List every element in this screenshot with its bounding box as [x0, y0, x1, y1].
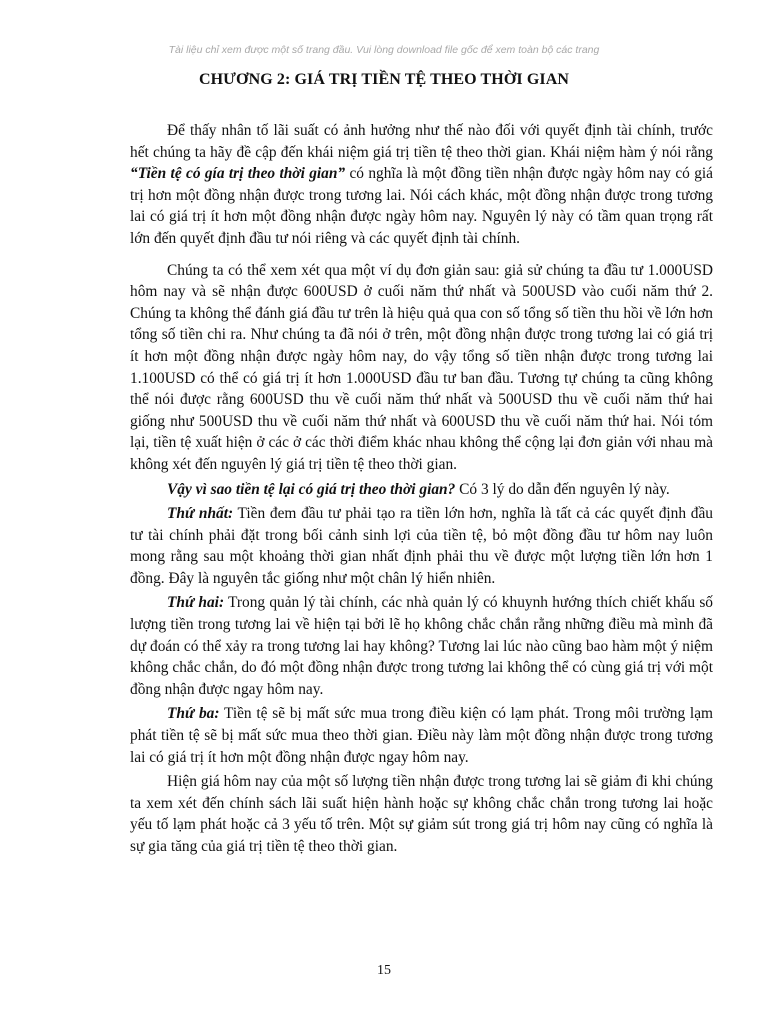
reason-third-lead: Thứ ba: [167, 705, 220, 723]
chapter-title: CHƯƠNG 2: GIÁ TRỊ TIỀN TỆ THEO THỜI GIAN [198, 71, 569, 88]
reason-third-text: Tiền tệ sẽ bị mất sức mua trong điều kiện có lạm phát. Trong môi trường lạm phát tiền tệ sẽ bị mất sức mua theo thời gian. Điều này làm một đồng nhận được trong tương lai có giá trị ít hơn một đồng nhận được ngay hôm nay. [130, 705, 714, 766]
paragraph-intro-text-a: Để thấy nhân tố lãi suất có ảnh hưởng như thế nào đối với quyết định tài chính, trước hết chúng ta hãy đề cập đến khái niệm giá trị tiền tệ theo thời gian. Khái niệm hàm ý nói rằng [130, 122, 713, 161]
paragraph-intro-text-b: có nghĩa là một đồng tiền nhận được ngày hôm nay có giá trị hơn một đồng nhận được trong tương lai. Nói cách khác, một đồng nhận được trong tương lai có giá trị ít hơn một đồng nhận được ngày hôm nay. Nguyên lý này có tầm quan trọng rất lớn đến quyết định đầu tư nói riêng và các quyết định tài chính. [130, 165, 714, 247]
emphasized-concept: “Tiền tệ có gía trị theo thời gian” [130, 165, 346, 183]
paragraph-reason-second [130, 592, 713, 700]
reason-second-lead: Thứ hai: [167, 594, 225, 612]
reason-first-text: Tiền đem đầu tư phải tạo ra tiền lớn hơn, nghĩa là tất cả các quyết định đầu tư tài chính phải đặt trong bối cảnh sinh lợi của tiền tệ, bỏ một đồng đầu tư hôm nay luôn mong rằng sau một khoảng thời gian nhất định phải thu về được một lượng tiền lớn hơn 1 đồng. Đây là nguyên tắc giống như một chân lý hiển nhiên. [130, 505, 713, 587]
reason-second-text: Trong quản lý tài chính, các nhà quản lý có khuynh hướng thích chiết khấu số lượng tiền trong tương lai về hiện tại bởi lẽ họ không chắc chắn rằng những điều mà mình đã dự đoán có thể xảy ra trong tương lai hay không? Tương lai lúc nào cũng bao hàm một ý niệm không chắc chắn, do đó một đồng nhận được trong tương lai không thể có cùng giá trị với một đồng nhận được ngay hôm nay. [130, 594, 714, 698]
document-body [130, 120, 713, 858]
question-text: Có 3 lý do dẫn đến nguyên lý này. [455, 480, 670, 498]
paragraph-reason-first [130, 503, 713, 589]
paragraph-question [130, 479, 713, 501]
question-lead: Vậy vì sao tiền tệ lại có giá trị theo thời gian? [167, 480, 456, 498]
paragraph-example: Chúng ta có thể xem xét qua một ví dụ đơn giản sau: giả sử chúng ta đầu tư 1.000USD hôm nay và sẽ nhận được 600USD ở cuối năm thứ nhất và 500USD vào cuối năm thứ 2. Chúng ta không thể đánh giá đầu tư trên là hiệu quả qua con số tổng số tiền thu hồi về lớn hơn tổng số tiền chi ra. Như chúng ta đã nói ở trên, một đồng nhận được trong tương lai có giá trị ít hơn một đồng nhận được ngày hôm nay, do vậy tổng số tiền nhận được trong tương lai 1.100USD có thể có giá trị ít hơn 1.000USD đầu tư ban đầu. Tương tự chúng ta cũng không thể nói được rằng 600USD thu về cuối năm thứ nhất và 500USD thu về cuối năm thứ hai giống như 500USD thu về cuối năm thứ nhất và 600USD thu về cuối năm thứ hai. Nói tóm lại, tiền tệ xuất hiện ở các ở các thời điểm khác nhau không thể cộng lại đơn giản với nhau mà không xét đến nguyên lý giá trị tiền tệ theo thời gian. [130, 261, 713, 473]
download-notice: Tài liệu chỉ xem được một số trang đầu. Vui lòng download file gốc để xem toàn bộ các trang [168, 44, 600, 56]
paragraph-conclusion: Hiện giá hôm nay của một số lượng tiền nhận được trong tương lai sẽ giảm đi khi chúng ta xem xét đến chính sách lãi suất hiện hành hoặc sự không chắc chắn trong tương lai hoặc yếu tố lạm phát hoặc cả 3 yếu tố trên. Một sự giảm sút trong giá trị hôm nay cũng có nghĩa là sự gia tăng của giá trị tiền tệ theo thời gian. [130, 773, 713, 855]
reason-first-lead: Thứ nhất: [167, 505, 234, 523]
paragraph-intro [130, 120, 713, 250]
page-number: 15 [377, 963, 391, 978]
paragraph-reason-third [130, 703, 713, 768]
